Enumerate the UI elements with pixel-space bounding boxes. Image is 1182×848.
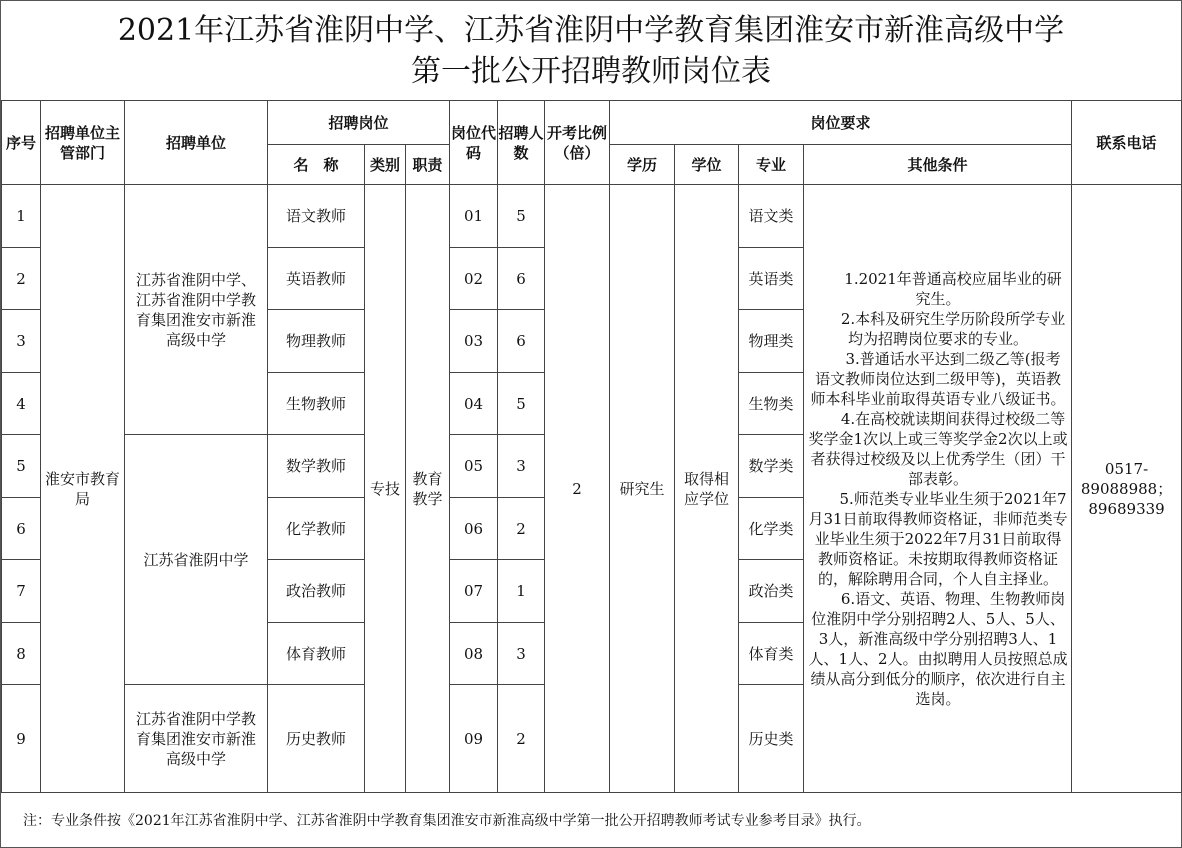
unit-cell-2 <box>125 435 268 685</box>
document-title <box>1 1 1181 101</box>
row-name: 生物教师 <box>268 373 365 435</box>
degree-text: 取得相应学位 <box>684 469 730 508</box>
education-cell: 研究生 <box>610 185 675 793</box>
row-major: 语文类 <box>739 185 804 248</box>
row-count: 3 <box>498 623 545 685</box>
row-seq: 1 <box>2 185 41 248</box>
header-education: 学历 <box>610 145 675 185</box>
row-major: 化学类 <box>739 498 804 560</box>
dept-cell <box>41 185 125 793</box>
title-line-1: 2021年江苏省淮阴中学、江苏省淮阴中学教育集团淮安市新淮高级中学 <box>117 13 1065 48</box>
condition-6: 6.语文、英语、物理、生物教师岗位淮阴中学分别招聘2人、5人、5人、3人，新淮高级中学分别招聘3人、1人、1人、2人。由拟聘用人员按照总成绩从高分到低分的顺序，依次进行自主选岗。 <box>808 589 1068 708</box>
title-line-2: 第一批公开招聘教师岗位表 <box>411 54 771 89</box>
header-major: 专业 <box>739 145 804 185</box>
row-count: 3 <box>498 435 545 498</box>
row-name: 历史教师 <box>268 685 365 793</box>
row-count: 2 <box>498 498 545 560</box>
header-code: 岗位代码 <box>450 101 498 185</box>
row-name: 化学教师 <box>268 498 365 560</box>
phone-text: 0517-89088988；89689339 <box>1080 459 1173 518</box>
condition-4: 4.在高校就读期间获得过校级二等奖学金1次以上或三等奖学金2次以上或者获得过校级及以上优秀学生（团）干部表彰。 <box>808 409 1068 488</box>
header-post-type: 类别 <box>365 145 406 185</box>
row-major: 英语类 <box>739 248 804 310</box>
category-cell: 专技 <box>365 185 406 793</box>
header-degree: 学位 <box>675 145 739 185</box>
duty-cell <box>406 185 450 793</box>
degree-cell <box>675 185 739 793</box>
condition-5: 5.师范类专业毕业生须于2021年7月31日前取得教师资格证，非师范类专业毕业生须于2022年7月31日前取得教师资格证。未按期取得教师资格证的，解除聘用合同，个人自主择业。 <box>808 489 1068 588</box>
table-row <box>2 185 1182 248</box>
row-count: 1 <box>498 560 545 623</box>
row-seq: 7 <box>2 560 41 623</box>
header-post-duty: 职责 <box>406 145 450 185</box>
ratio-cell: 2 <box>545 185 610 793</box>
row-code: 04 <box>450 373 498 435</box>
row-code: 07 <box>450 560 498 623</box>
row-count: 5 <box>498 373 545 435</box>
header-ratio: 开考比例（倍） <box>545 101 610 185</box>
row-major: 生物类 <box>739 373 804 435</box>
row-code: 03 <box>450 310 498 373</box>
header-post-name: 名 称 <box>268 145 365 185</box>
header-requirements: 岗位要求 <box>610 101 1072 145</box>
header-count: 招聘人数 <box>498 101 545 185</box>
row-seq: 8 <box>2 623 41 685</box>
row-code: 09 <box>450 685 498 793</box>
header-seq: 序号 <box>2 101 41 185</box>
row-major: 历史类 <box>739 685 804 793</box>
row-major: 体育类 <box>739 623 804 685</box>
row-code: 06 <box>450 498 498 560</box>
header-dept: 招聘单位主管部门 <box>41 101 125 185</box>
row-code: 05 <box>450 435 498 498</box>
row-major: 物理类 <box>739 310 804 373</box>
row-name: 体育教师 <box>268 623 365 685</box>
unit-text-3: 江苏省淮阴中学教育集团淮安市新淮高级中学 <box>135 709 256 768</box>
unit-text-2: 江苏省淮阴中学 <box>143 550 249 569</box>
row-seq: 5 <box>2 435 41 498</box>
footnote: 注：专业条件按《2021年江苏省淮阴中学、江苏省淮阴中学教育集团淮安市新淮高级中学第一批公开招聘教师考试专业参考目录》执行。 <box>23 813 871 829</box>
row-count: 5 <box>498 185 545 248</box>
dept-text: 淮安市教育局 <box>45 469 121 508</box>
phone-cell <box>1072 185 1182 793</box>
duty-text: 教育教学 <box>412 469 443 508</box>
row-count: 6 <box>498 248 545 310</box>
header-other: 其他条件 <box>804 145 1072 185</box>
row-name: 语文教师 <box>268 185 365 248</box>
row-name: 数学教师 <box>268 435 365 498</box>
row-name: 政治教师 <box>268 560 365 623</box>
condition-3: 3.普通话水平达到二级乙等(报考语文教师岗位达到二级甲等)，英语教师本科毕业前取得英语专业八级证书。 <box>810 349 1066 408</box>
row-name: 英语教师 <box>268 248 365 310</box>
condition-1: 1.2021年普通高校应届毕业的研究生。 <box>844 269 1062 308</box>
row-code: 08 <box>450 623 498 685</box>
row-code: 01 <box>450 185 498 248</box>
row-seq: 3 <box>2 310 41 373</box>
recruitment-table <box>1 100 1182 793</box>
row-seq: 6 <box>2 498 41 560</box>
row-major: 政治类 <box>739 560 804 623</box>
unit-text-1: 江苏省淮阴中学、江苏省淮阴中学教育集团淮安市新淮高级中学 <box>135 270 256 349</box>
header-phone: 联系电话 <box>1072 101 1182 185</box>
unit-cell-1 <box>125 185 268 435</box>
row-seq: 4 <box>2 373 41 435</box>
header-unit: 招聘单位 <box>125 101 268 185</box>
other-conditions-cell <box>804 185 1072 793</box>
row-seq: 9 <box>2 685 41 793</box>
header-post: 招聘岗位 <box>268 101 450 145</box>
row-count: 2 <box>498 685 545 793</box>
unit-cell-3 <box>125 685 268 793</box>
row-name: 物理教师 <box>268 310 365 373</box>
row-seq: 2 <box>2 248 41 310</box>
condition-2: 2.本科及研究生学历阶段所学专业均为招聘岗位要求的专业。 <box>840 309 1066 348</box>
row-code: 02 <box>450 248 498 310</box>
row-count: 6 <box>498 310 545 373</box>
row-major: 数学类 <box>739 435 804 498</box>
